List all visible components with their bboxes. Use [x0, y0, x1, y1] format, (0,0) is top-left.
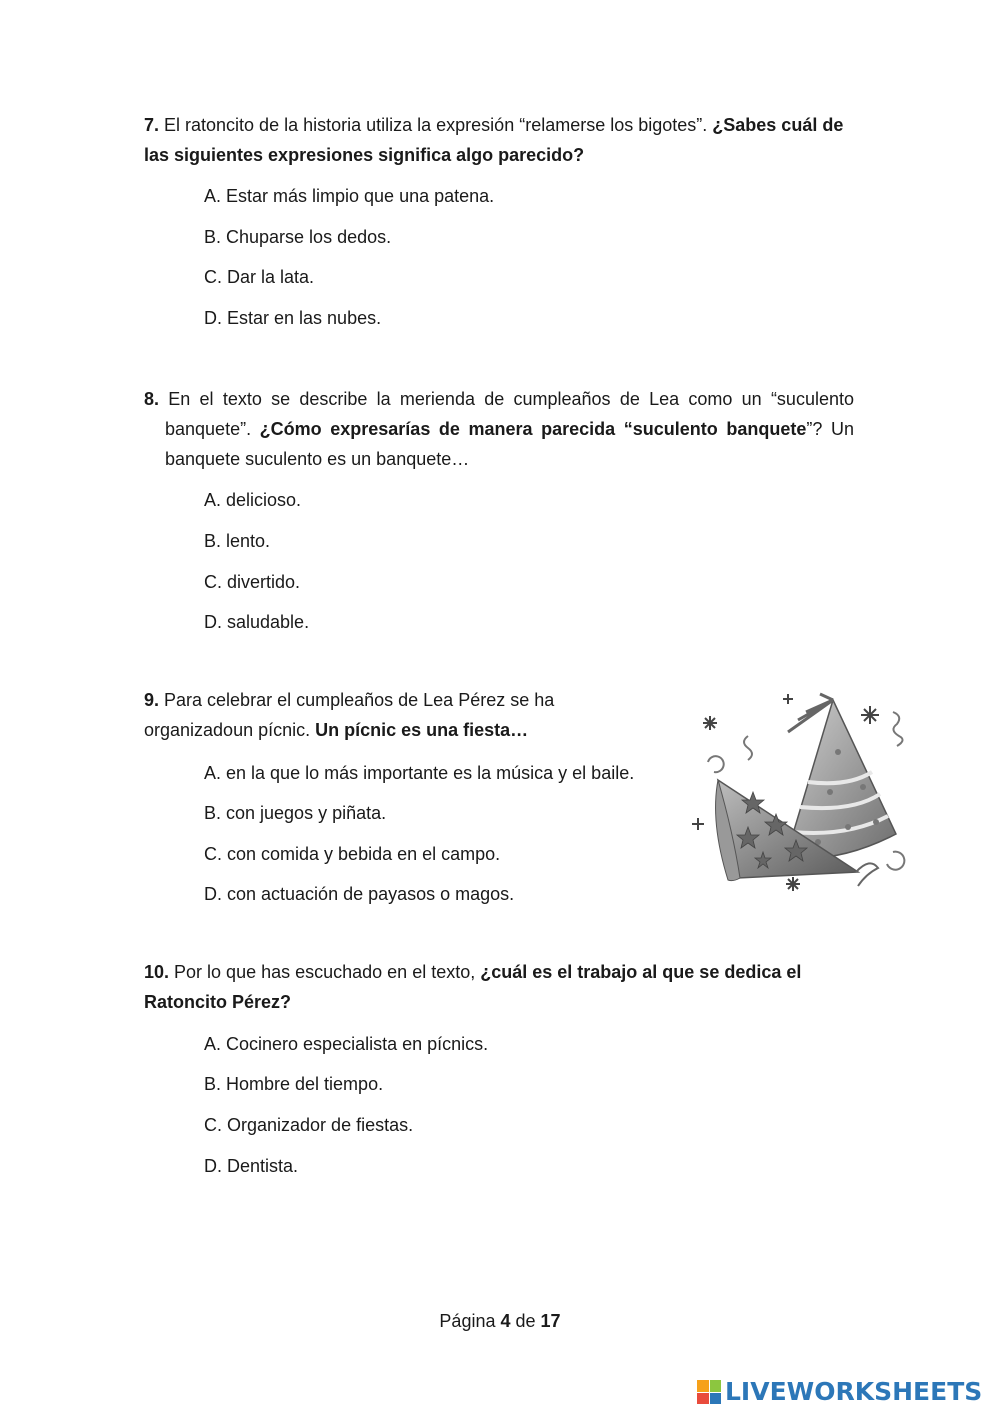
liveworksheets-badge-icon [697, 1380, 721, 1404]
question-7-text: 7. El ratoncito de la historia utiliza la expresión “relamerse los bigotes”. ¿Sabes cuál de las siguientes expresiones significa algo parecido? [144, 115, 844, 165]
question-8-text: 8. En el texto se describe la merienda de cumpleaños de Lea como un “suculento banquete”. ¿Cómo expresarías de manera parecida “suculento banquete”? Un banquete suculento es un banquete… [144, 389, 854, 469]
option: B. Chuparse los dedos. [204, 227, 392, 247]
option: A. en la que lo más importante es la música y el baile. [204, 763, 635, 783]
option: B. lento. [204, 531, 271, 551]
option: C. con comida y bebida en el campo. [204, 844, 501, 864]
option: D. saludable. [204, 612, 310, 632]
option: A. delicioso. [204, 490, 302, 510]
question-number: 10. [144, 962, 170, 982]
question-9-line-2: organizadoun pícnic. Un pícnic es una fiesta… [144, 720, 529, 740]
question-number: 7. [144, 115, 160, 135]
question-8 [144, 384, 854, 474]
question-10-text: 10. Por lo que has escuchado en el texto, ¿cuál es el trabajo al que se dedica el Ratoncito Pérez? [144, 962, 802, 1012]
question-prompt: ¿Sabes cuál de las siguientes expresiones significa algo parecido? [144, 115, 844, 165]
question-7 [144, 110, 854, 170]
question-9 [144, 685, 674, 745]
option: C. divertido. [204, 572, 301, 592]
page-number: Página 4 de 17 [439, 1311, 561, 1331]
option: D. Dentista. [204, 1156, 299, 1176]
liveworksheets-logo [697, 1376, 982, 1408]
question-9-line-1: 9. Para celebrar el cumpleaños de Lea Pérez se ha [144, 690, 555, 710]
question-number: 8. [144, 389, 160, 409]
brand-name: LIVEWORKSHEETS [725, 1377, 983, 1406]
option: D. con actuación de payasos o magos. [204, 884, 515, 904]
question-prompt: Un pícnic es una fiesta… [315, 720, 529, 740]
option: A. Cocinero especialista en pícnics. [204, 1034, 489, 1054]
question-prompt: ¿cuál es el trabajo al que se dedica el Ratoncito Pérez? [144, 962, 802, 1012]
option: A. Estar más limpio que una patena. [204, 186, 495, 206]
option: C. Organizador de fiestas. [204, 1115, 414, 1135]
question-number: 9. [144, 690, 160, 710]
question-10 [144, 957, 854, 1017]
option: B. con juegos y piñata. [204, 803, 387, 823]
option: B. Hombre del tiempo. [204, 1074, 384, 1094]
party-hats-illustration [688, 692, 913, 904]
option: C. Dar la lata. [204, 267, 315, 287]
option: D. Estar en las nubes. [204, 308, 382, 328]
question-prompt: ¿Cómo expresarías de manera parecida “suculento banquete [259, 419, 807, 439]
